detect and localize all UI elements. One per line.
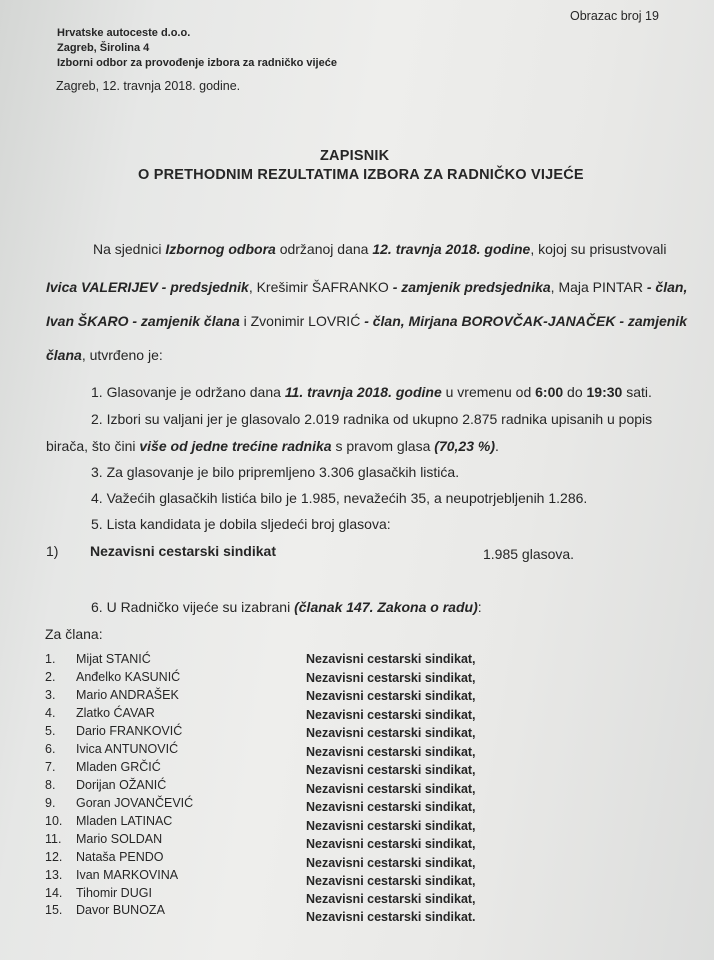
member-party: Nezavisni cestarski sindikat, xyxy=(306,800,476,814)
member-number: 12. xyxy=(45,850,63,864)
member-party: Nezavisni cestarski sindikat, xyxy=(306,819,476,833)
member-name: Dario FRANKOVIĆ xyxy=(76,724,183,738)
member-name: Mladen LATINAC xyxy=(76,814,173,828)
item-text: birača, što čini xyxy=(46,438,140,454)
item-1 xyxy=(91,384,652,400)
member-party: Nezavisni cestarski sindikat, xyxy=(306,671,476,685)
item-4: 4. Važećih glasačkih listića bilo je 1.985, nevažećih 35, a neupotrjebljenih 1.286. xyxy=(91,490,588,506)
member-name: Mijat STANIĆ xyxy=(76,652,151,666)
intro-emphasis: - član, Mirjana BOROVČAK-JANAČEK - zamjenik xyxy=(360,313,688,329)
intro-emphasis: 12. travnja 2018. godine xyxy=(372,241,531,257)
member-name: Mario ANDRAŠEK xyxy=(76,688,179,702)
member-number: 14. xyxy=(45,886,63,900)
intro-line-2 xyxy=(46,279,687,295)
document-date: Zagreb, 12. travnja 2018. godine. xyxy=(56,79,241,93)
intro-text: Na sjednici xyxy=(93,241,166,257)
item-5: 5. Lista kandidata je dobila sljedeći broj glasova: xyxy=(91,516,391,532)
intro-emphasis: Ivan ŠKARO - zamjenik člana xyxy=(46,313,240,329)
member-number: 1. xyxy=(45,652,56,666)
member-party: Nezavisni cestarski sindikat, xyxy=(306,837,476,851)
member-number: 4. xyxy=(45,706,56,720)
item-text: sati. xyxy=(622,384,652,400)
member-party: Nezavisni cestarski sindikat, xyxy=(306,856,476,870)
member-name: Ivan MARKOVINA xyxy=(76,868,179,882)
intro-text: održanoj dana xyxy=(275,241,373,257)
member-name: Goran JOVANČEVIĆ xyxy=(76,796,194,810)
member-party: Nezavisni cestarski sindikat, xyxy=(306,726,476,740)
item-emphasis: 11. travnja 2018. godine xyxy=(284,384,442,400)
intro-line-4 xyxy=(46,347,163,363)
member-party: Nezavisni cestarski sindikat. xyxy=(306,910,476,924)
candidate-name: Nezavisni cestarski sindikat xyxy=(90,543,276,559)
intro-text: , kojoj su prisustvovali xyxy=(530,241,667,257)
document-title: ZAPISNIK xyxy=(320,148,390,164)
item-2-line-2 xyxy=(46,438,499,454)
member-number: 9. xyxy=(45,796,56,810)
item-text: 6. U Radničko vijeće su izabrani xyxy=(91,599,295,615)
member-number: 13. xyxy=(45,868,63,882)
member-number: 3. xyxy=(45,688,56,702)
committee-name: Izborni odbor za provođenje izbora za radničko vijeće xyxy=(57,57,337,69)
document-subtitle: O PRETHODNIM REZULTATIMA IZBORA ZA RADNIČKO VIJEĆE xyxy=(138,167,584,183)
intro-emphasis: - zamjenik predsjednika xyxy=(388,279,551,295)
member-number: 7. xyxy=(45,760,56,774)
intro-text: i Zvonimir LOVRIĆ xyxy=(239,313,361,329)
member-party: Nezavisni cestarski sindikat, xyxy=(306,892,476,906)
item-text: . xyxy=(494,438,499,454)
member-party: Nezavisni cestarski sindikat, xyxy=(306,874,476,888)
intro-text: , utvrđeno je: xyxy=(81,347,163,363)
item-text: : xyxy=(477,599,482,615)
item-emphasis: (70,23 %) xyxy=(434,438,495,454)
member-number: 2. xyxy=(45,670,56,684)
member-number: 5. xyxy=(45,724,56,738)
member-name: Dorijan OŽANIĆ xyxy=(76,778,167,792)
item-text: u vremenu od xyxy=(441,384,536,400)
member-name: Mario SOLDAN xyxy=(76,832,163,846)
item-emphasis: (članak 147. Zakona o radu) xyxy=(294,599,478,615)
member-party: Nezavisni cestarski sindikat, xyxy=(306,708,476,722)
member-number: 15. xyxy=(45,903,63,917)
intro-text: , Maja PINTAR xyxy=(550,279,643,295)
org-address: Zagreb, Širolina 4 xyxy=(57,42,150,54)
intro-emphasis: - član, xyxy=(642,279,688,295)
item-2-line-1: 2. Izbori su valjani jer je glasovalo 2.019 radnika od ukupno 2.875 radnika upisanih u popis xyxy=(91,411,653,427)
intro-emphasis: Ivica VALERIJEV - predsjednik xyxy=(46,279,249,295)
member-name: Ivica ANTUNOVIĆ xyxy=(76,742,179,756)
item-6 xyxy=(91,599,482,615)
intro-emphasis: člana xyxy=(46,347,82,363)
member-name: Anđelko KASUNIĆ xyxy=(76,670,181,684)
members-label: Za člana: xyxy=(45,626,103,642)
member-number: 10. xyxy=(45,814,63,828)
item-emphasis: 6:00 xyxy=(535,384,564,400)
item-emphasis: 19:30 xyxy=(586,384,623,400)
member-number: 6. xyxy=(45,742,56,756)
member-party: Nezavisni cestarski sindikat, xyxy=(306,763,476,777)
intro-emphasis: Izbornog odbora xyxy=(165,241,276,257)
item-text: 1. Glasovanje je održano dana xyxy=(91,384,285,400)
member-number: 8. xyxy=(45,778,56,792)
member-party: Nezavisni cestarski sindikat, xyxy=(306,745,476,759)
member-name: Davor BUNOZA xyxy=(76,903,165,917)
item-3: 3. Za glasovanje je bilo pripremljeno 3.306 glasačkih listića. xyxy=(91,464,460,480)
member-number: 11. xyxy=(45,832,62,846)
member-name: Nataša PENDO xyxy=(76,850,164,864)
member-name: Mladen GRČIĆ xyxy=(76,760,161,774)
intro-line-3 xyxy=(46,313,687,329)
member-name: Zlatko ĆAVAR xyxy=(76,706,155,720)
candidate-votes: 1.985 glasova. xyxy=(483,546,575,562)
item-emphasis: više od jedne trećine radnika xyxy=(139,438,332,454)
item-text: s pravom glasa xyxy=(331,438,435,454)
member-party: Nezavisni cestarski sindikat, xyxy=(306,652,476,666)
member-party: Nezavisni cestarski sindikat, xyxy=(306,689,476,703)
member-name: Tihomir DUGI xyxy=(76,886,152,900)
intro-line-1 xyxy=(93,241,666,257)
form-number: Obrazac broj 19 xyxy=(570,9,659,23)
member-party: Nezavisni cestarski sindikat, xyxy=(306,782,476,796)
intro-text: , Krešimir ŠAFRANKO xyxy=(248,279,389,295)
item-text: do xyxy=(563,384,587,400)
org-name: Hrvatske autoceste d.o.o. xyxy=(57,27,191,39)
candidate-number: 1) xyxy=(46,543,59,559)
